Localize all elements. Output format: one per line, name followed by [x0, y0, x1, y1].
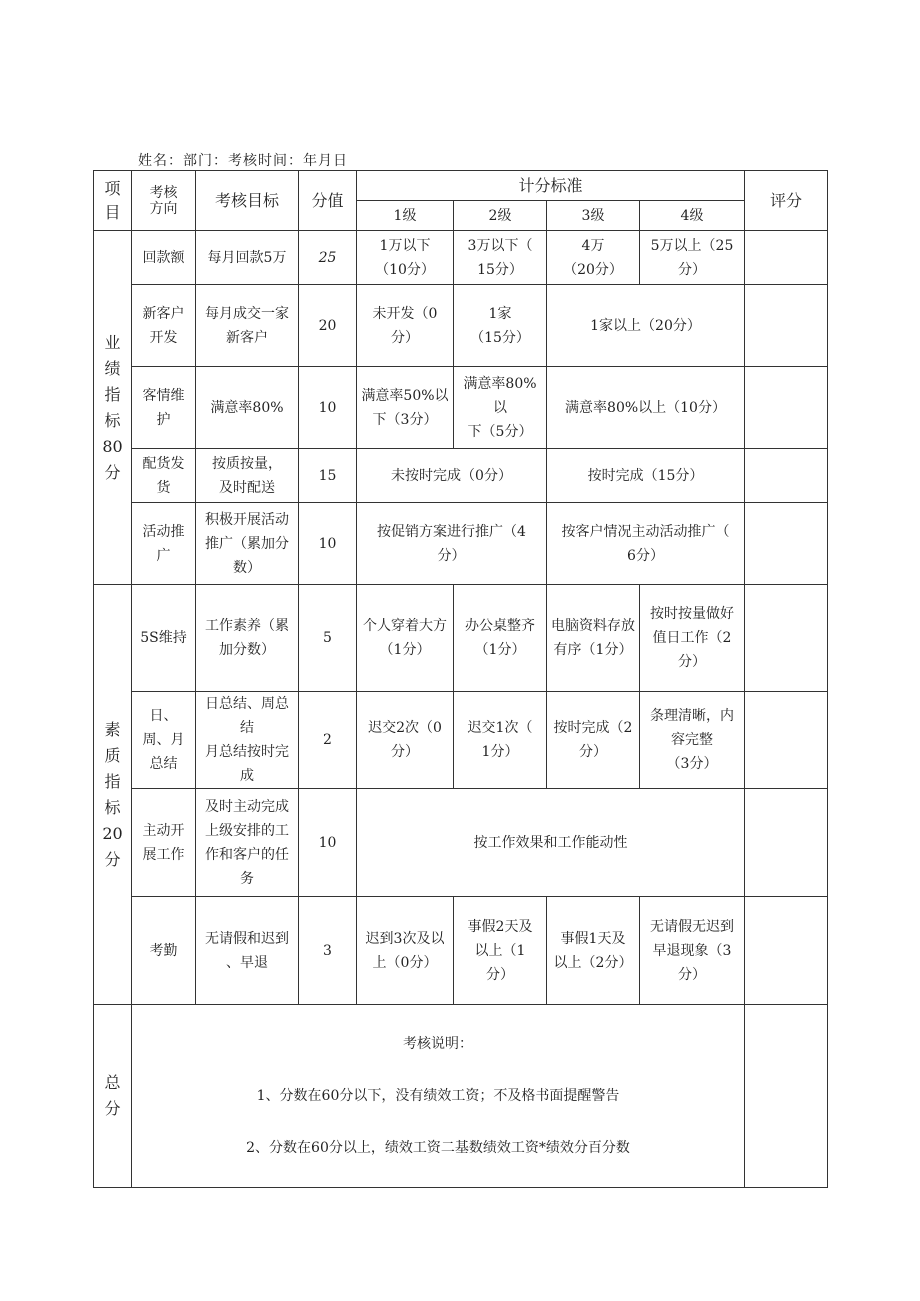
- notes-title: 考核说明：: [403, 1036, 473, 1052]
- score-payment: 25: [299, 231, 357, 285]
- delivery-level-3-4: 按时完成（15分）: [547, 449, 745, 503]
- rating-promotion: [745, 503, 828, 585]
- summary-report-level-2: 迟交1次（ 1分）: [454, 692, 547, 789]
- score-delivery: 15: [299, 449, 357, 503]
- payment-level-1: 1万以下 （10分）: [357, 231, 454, 285]
- direction-five-s: 5S维持: [132, 585, 196, 692]
- rating-total: [745, 1005, 828, 1188]
- score-promotion: 10: [299, 503, 357, 585]
- target-payment: 每月回款5万: [196, 231, 299, 285]
- direction-initiative: 主动开 展工作: [132, 789, 196, 897]
- notes-cell: [132, 1005, 745, 1188]
- new-customer-level-1: 未开发（0 分）: [357, 285, 454, 367]
- promotion-level-3-4: 按客户情况主动活动推广（ 6分）: [547, 503, 745, 585]
- score-summary-report: 2: [299, 692, 357, 789]
- rating-delivery: [745, 449, 828, 503]
- score-five-s: 5: [299, 585, 357, 692]
- target-attendance: 无请假和迟到 、早退: [196, 897, 299, 1005]
- attendance-level-4: 无请假无迟到 早退现象（3 分）: [640, 897, 745, 1005]
- header-level-3: 3级: [547, 201, 640, 231]
- header-target: 考核目标: [196, 171, 299, 231]
- payment-level-2: 3万以下（ 15分）: [454, 231, 547, 285]
- header-item: 项目: [94, 171, 132, 231]
- score-initiative: 10: [299, 789, 357, 897]
- category-quality: 素质 指标 20分: [94, 585, 132, 1005]
- initiative-level-all: 按工作效果和工作能动性: [357, 789, 745, 897]
- category-total: 总分: [94, 1005, 132, 1188]
- direction-new-customer: 新客户 开发: [132, 285, 196, 367]
- rating-attendance: [745, 897, 828, 1005]
- header-level-4: 4级: [640, 201, 745, 231]
- header-direction: 考核 方向: [132, 171, 196, 231]
- direction-delivery: 配货发 货: [132, 449, 196, 503]
- customer-care-level-3-4: 满意率80%以上（10分）: [547, 367, 745, 449]
- direction-customer-care: 客情维 护: [132, 367, 196, 449]
- five-s-level-3: 电脑资料存放 有序（1分）: [547, 585, 640, 692]
- direction-attendance: 考勤: [132, 897, 196, 1005]
- score-attendance: 3: [299, 897, 357, 1005]
- target-summary-report: 日总结、周总结 月总结按时完 成: [196, 692, 299, 789]
- rating-five-s: [745, 585, 828, 692]
- header-level-1: 1级: [357, 201, 454, 231]
- rating-payment: [745, 231, 828, 285]
- score-customer-care: 10: [299, 367, 357, 449]
- five-s-level-4: 按时按量做好 值日工作（2 分）: [640, 585, 745, 692]
- header-info: 姓名：部门：考核时间：年月日: [138, 153, 348, 169]
- attendance-level-1: 迟到3次及以 上（0分）: [357, 897, 454, 1005]
- customer-care-level-2: 满意率80%以 下（5分）: [454, 367, 547, 449]
- delivery-level-1-2: 未按时完成（0分）: [357, 449, 547, 503]
- new-customer-level-3-4: 1家以上（20分）: [547, 285, 745, 367]
- customer-care-level-1: 满意率50%以 下（3分）: [357, 367, 454, 449]
- summary-report-level-4: 条理清晰，内 容完整 （3分）: [640, 692, 745, 789]
- target-new-customer: 每月成交一家 新客户: [196, 285, 299, 367]
- attendance-level-2: 事假2天及 以上（1 分）: [454, 897, 547, 1005]
- target-five-s: 工作素养（累 加分数）: [196, 585, 299, 692]
- rating-initiative: [745, 789, 828, 897]
- rating-summary-report: [745, 692, 828, 789]
- header-rating: 评分: [745, 171, 828, 231]
- attendance-level-3: 事假1天及 以上（2分）: [547, 897, 640, 1005]
- evaluation-table: [93, 170, 828, 1188]
- payment-level-4: 5万以上（25 分）: [640, 231, 745, 285]
- header-score: 分值: [299, 171, 357, 231]
- rating-new-customer: [745, 285, 828, 367]
- target-initiative: 及时主动完成 上级安排的工 作和客户的任 务: [196, 789, 299, 897]
- rating-customer-care: [745, 367, 828, 449]
- header-standard: 计分标准: [357, 171, 745, 201]
- notes-line-2: 2、分数在60分以上，绩效工资二基数绩效工资*绩效分百分数: [246, 1140, 630, 1156]
- summary-report-level-1: 迟交2次（0 分）: [357, 692, 454, 789]
- direction-promotion: 活动推 广: [132, 503, 196, 585]
- direction-payment: 回款额: [132, 231, 196, 285]
- category-performance: 业绩 指标 80分: [94, 231, 132, 585]
- notes-line-1: 1、分数在60分以下，没有绩效工资；不及格书面提醒警告: [256, 1088, 620, 1104]
- five-s-level-1: 个人穿着大方 （1分）: [357, 585, 454, 692]
- target-promotion: 积极开展活动 推广（累加分 数）: [196, 503, 299, 585]
- header-level-2: 2级: [454, 201, 547, 231]
- payment-level-3: 4万 （20分）: [547, 231, 640, 285]
- direction-summary-report: 日、 周、月 总结: [132, 692, 196, 789]
- target-customer-care: 满意率80%: [196, 367, 299, 449]
- new-customer-level-2: 1家 （15分）: [454, 285, 547, 367]
- five-s-level-2: 办公桌整齐 （1分）: [454, 585, 547, 692]
- summary-report-level-3: 按时完成（2 分）: [547, 692, 640, 789]
- score-new-customer: 20: [299, 285, 357, 367]
- promotion-level-1-2: 按促销方案进行推广（4 分）: [357, 503, 547, 585]
- target-delivery: 按质按量， 及时配送: [196, 449, 299, 503]
